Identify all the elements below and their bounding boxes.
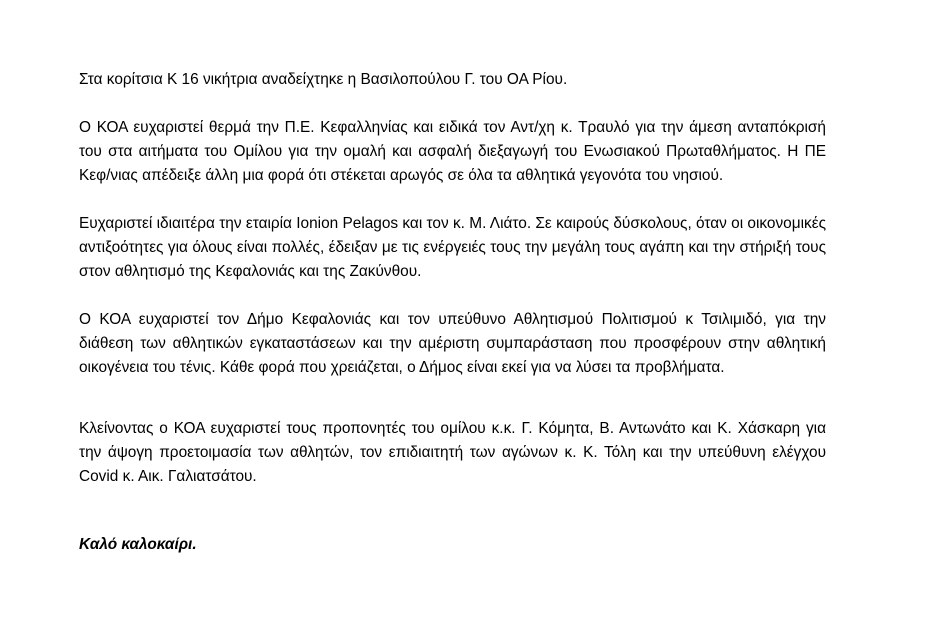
paragraph-winner-k16-girls: Στα κορίτσια Κ 16 νικήτρια αναδείχτηκε η Βασιλοπούλου Γ. του ΟΑ Ρίου.	[79, 71, 568, 88]
paragraph-thanks-regional-unit: Ο ΚΟΑ ευχαριστεί θερμά την Π.Ε. Κεφαλληνίας και ειδικά τον Αντ/χη κ. Τραυλό για την άμεση ανταπόκρισή του στα αιτήματα του Ομίλου για την ομαλή και ασφαλή διεξαγωγή του Ενωσιακού Πρωταθλήματος. Η ΠΕ Κεφ/νιας απέδειξε άλλη μια φορά ότι στέκεται αρωγός σε όλα τα αθλητικά γεγονότα του νησιού.	[79, 119, 826, 184]
paragraph-thanks-coaches-officials: Κλείνοντας ο ΚΟΑ ευχαριστεί τους προπονητές του ομίλου κ.κ. Γ. Κόμητα, Β. Αντωνάτο και Κ. Χάσκαρη για την άψογη προετοιμασία των αθλητών, τον επιδιαιτητή των αγώνων κ. Κ. Τόλη και την υπεύθυνη ελέγχου Covid κ. Αικ. Γαλιατσάτου.	[79, 420, 826, 485]
paragraph-thanks-municipality: Ο ΚΟΑ ευχαριστεί τον Δήμο Κεφαλονιάς και τον υπεύθυνο Αθλητισμού Πολιτισμού κ Τσιλιμιδό, για την διάθεση των αθλητικών εγκαταστάσεων και την αμέριστη συμπαράσταση που προσφέρουν στην αθλητική οικογένεια του τένις. Κάθε φορά που χρειάζεται, ο Δήμος είναι εκεί για να λύσει τα προβλήματα.	[79, 311, 826, 376]
paragraph-thanks-sponsor: Ευχαριστεί ιδιαιτέρα την εταιρία Ionion Pelagos και τον κ. Μ. Λιάτο. Σε καιρούς δύσκολους, όταν οι οικονομικές αντιξοότητες για όλους είναι πολλές, έδειξαν με τις ενέργειές τους την μεγάλη τους αγάπη και την στήριξή τους στον αθλητισμό της Κεφαλονιάς και της Ζακύνθου.	[79, 215, 826, 280]
closing-greeting: Καλό καλοκαίρι.	[79, 536, 197, 553]
document-body	[79, 68, 826, 489]
